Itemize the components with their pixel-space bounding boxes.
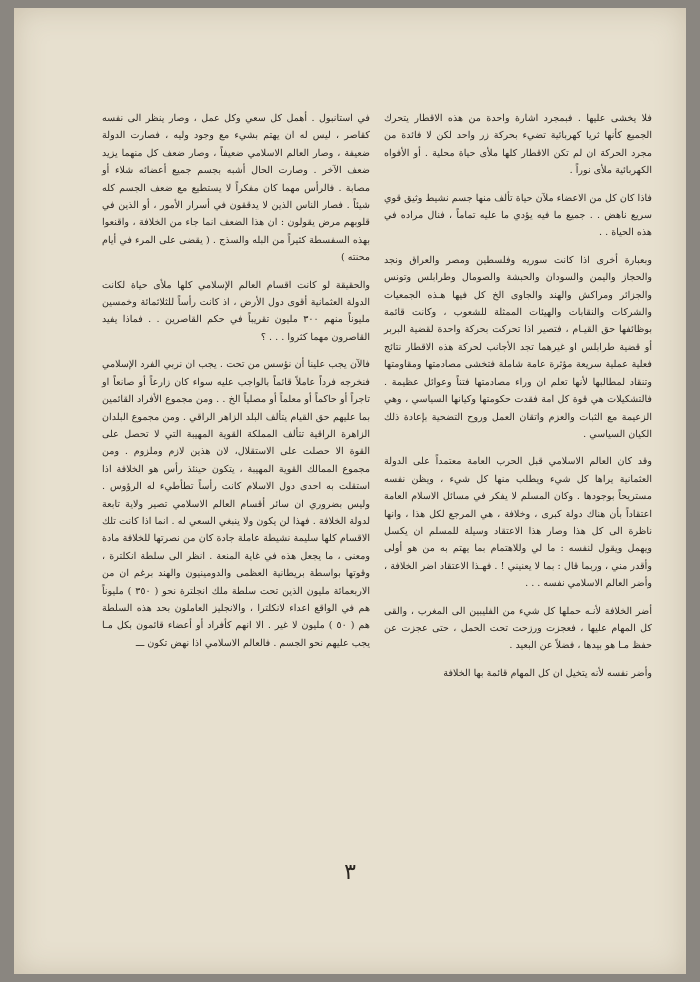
paragraph: وبعبارة أخرى اذا كانت سوريه وفلسطين ومصر والعراق ونجد والحجاز واليمن والسودان والحبشة والصومال وطرابلس وتونس والجزائر ومراكش والهند والجاوى الخ كل فيها هـذه الجمعيات والشركات والنقابات والهيئات الممثلة للشعوب ، وكانت قائمة بوظائفها حق القيـام ، فتصير اذا تحركت بحركة واحدة لقضية البربر أو قضية طرابلس او غيرهما تجد الأجانب لحركة هذه الاقطار نتائج فعلية عملية سريعة مؤثرة عامة شاملة فتخشى مصادمتها ومقاومتها وتنقاد لمطالبها لأنها تعلم ان وراء مصادمتها فتناً وعوائل عظيمة . فالتشكيلات هي قوة كل امة فقدت حكومتها وكيانها السياسي ، وهي الزعيمة مع الثبات والعزم واتقان العمل وروح التضحية بإعادة ذلك الكيان السياسي .	[384, 254, 652, 440]
paragraph: أضر الخلافة لأنـه حملها كل شيء من الفليبين الى المغرب ، والقى كل المهام عليها ، فعجزت ورزحت تحت الحمل ، حتى عجزت عن حفظ مـا هو بيدها ، فضلاً عن البعيد .	[384, 605, 652, 652]
left-text-column	[102, 110, 370, 662]
paragraph: وقد كان العالم الاسلامي قبل الحرب العامة معتمداً على الدولة العثمانية يراها كل شيء ويطلب منها كل شيء ، ويظن نفسه مستريحاً بوجودها . وكان المسلم لا يفكر في مسائل الاسلام العامة اعتقاداً بأن هناك دولة كبرى ، وخلافة ، هي المرجع لكل هذا ، وانها ناظرة الى كل هذا وصار هذا الاعتقاد وسيلة للمسلم ان يكسل ويهمل ويقول لنفسه : ما لي وللاهتمام بما يهتم به من هو أولى وأقدر مني ، وربما قال : بما لا يعنيني ! . فهـذا الاعتقاد اضر الخلافة ، وأضر العالم الاسلامي نفسه . . .	[384, 456, 652, 590]
paragraph: فلا يخشى عليها . فبمجرد اشارة واحدة من هذه الاقطار يتحرك الجميع كأنها ثريا كهربائية تضيء بحركة زر واحد لكن لا فائدة من مجرد الحركة ان لم تكن الاقطار كلها ملأى حياة محلية . أو الأفواه الكهربائية ملأى نوراً .	[384, 113, 652, 177]
paragraph: وأضر نفسه لأنه يتخيل ان كل المهام قائمة بها الخلافة	[443, 667, 652, 679]
paragraph: فالآن يجب علينا أن نؤسس من تحت . يجب ان نربي الفرد الإسلامي فنخرجه فرداً عاملاً قائماً بالواجب عليه سواء كان زارعاً أو صانعاً او تاجراً أو حاكماً أو معلماً أو مصلياً الخ . . ومن مجموع الأفراد القائمين بما عليهم حق القيام يتألف البلد الزاهر الراقي . ومن مجموع البلدان الزاهرة الراقية تتألف المملكة القوية المهيبة التي لا تحصل على القوة الا حصلت على الاستقلال، لان هذين لازم وملزوم . ومن مجموع الممالك القوية المهيبة ، يتكون حينئذ رأس هو الخلافة اذا استقلت به احدى دول الاسلام كانت رأساً تطأطيء له الرؤوس . وليس بضروري ان سائر أقسام العالم الاسلامي تصير ولاية تابعة لدولة الخلافة . فهذا لن يكون ولا ينبغي السعي له . انما اذا كانت تلك الاقسام كلها سليمة نشيطة عاملة جادة كان من نصرتها للخلافة مادة ومعنى ، ما يجعل هذه في غاية المنعة . انظر الى سلطة انكلترة ، وقوتها بواسطة بريطانية العظمى والدومينيون والهند برغم ان من الاربعمائة مليون الذين تحت سلطة ملك انجلترة نحو ( ٣٥٠ ) مليوناً هم في الواقع اعداء لانكلترا ، والانجليز العاملون بحد هذه السلطة هم ( ٥٠ ) مليون لا غير . الا انهم كأفراد أو أعضاء قائمون بكل مـا يجب عليهم نحو الجسم . فالعالم الاسلامي اذا نهض تكون ـــ	[102, 359, 371, 649]
paragraph: فاذا كان كل من الاعضاء ملآن حياة تألف منها جسم نشيط وثيق قوي سريع ناهض . . جميع ما فيه يؤدي ما عليه تماماً ، فنال مراده في هذه الحياة . .	[384, 192, 652, 239]
paragraph: والحقيقة لو كانت اقسام العالم الإسلامي كلها ملأى حياة لكانت الدولة العثمانية أقوى دول الأرض ، اذ كانت رأساً للثلاثمائة وخمسين مليوناً منهم ٣٠٠ مليون تقريباً في حكم القاصرين . . فماذا يفيد القاصرون مهما كثروا . . . ؟	[102, 279, 370, 343]
right-text-column	[384, 110, 652, 692]
magazine-page	[14, 8, 686, 974]
paragraph: في استانبول . أهمل كل سعي وكل عمل ، وصار ينظر الى نفسه كقاصر ، ليس له ان يهتم بشيء مع وجود وليه ، فصارت الدولة ضعيفة ، وصار العالم الاسلامي ضعيفاً ، وصار ضعف كل منهما يزيد ضعف الآخر . وصارت الحال أشبه بجسم جميع أعضائه شلاء أو مصابة . فالرأس مهما كان مفكراً لا يستطيع مع ضعف الجسم كله شيئاً . فصار الناس الذين لا يدققون في أسرار الأمور ، أو الذين في قلوبهم مرض يقولون : ان هذا الضعف انما جاء من الخلافة ، واقنعوا بهذه السفسطة كثيراً من البله والسذج . ( يقضى على المرء في أيام محنته )	[102, 113, 370, 264]
page-number: ٣	[344, 860, 356, 885]
